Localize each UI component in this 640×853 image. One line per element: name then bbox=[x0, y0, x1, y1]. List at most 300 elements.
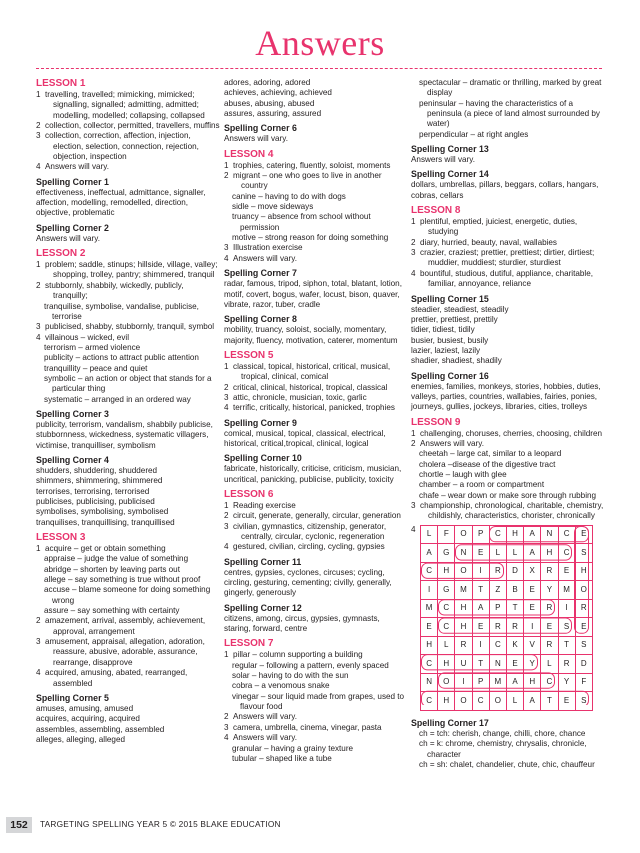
item-text: civilian, gymnastics, citizenship, generator, centrally, circular, cyclonic, regeneration bbox=[233, 521, 387, 541]
item-number: 2 bbox=[224, 511, 229, 521]
spelling-corner-heading: Spelling Corner 9 bbox=[224, 417, 297, 428]
wordsearch-cell: O bbox=[438, 673, 455, 692]
item-text: camera, umbrella, cinema, vinegar, pasta bbox=[233, 722, 382, 732]
item-number: 1 bbox=[224, 650, 229, 660]
wordsearch-cell: P bbox=[472, 673, 489, 692]
wordsearch-cell: T bbox=[558, 636, 575, 655]
item-text: Illustration exercise bbox=[233, 243, 303, 253]
answer-item bbox=[36, 668, 220, 689]
wordsearch-cell: R bbox=[455, 636, 472, 655]
wordsearch-cell: N bbox=[421, 673, 438, 692]
column-right bbox=[411, 78, 604, 770]
answer-text: assembles, assembling, assembled bbox=[36, 724, 165, 734]
item-text: Answers will vary. bbox=[45, 162, 109, 172]
wordsearch-cell: E bbox=[421, 618, 438, 637]
wordsearch-row bbox=[421, 655, 593, 674]
wordsearch-cell: R bbox=[541, 562, 558, 581]
wordsearch-cell: L bbox=[438, 636, 455, 655]
item-number: 4 bbox=[411, 524, 416, 534]
item-number: 3 bbox=[411, 501, 416, 510]
item-text: bountiful, studious, dutiful, appliance, charitable, familiar, annoyance, reliance bbox=[420, 268, 593, 289]
wordsearch-cell: I bbox=[558, 599, 575, 618]
answer-subline: perpendicular – at right angles bbox=[419, 129, 529, 139]
answer-text: steadier, steadiest, steadily bbox=[411, 304, 509, 314]
wordsearch-cell: G bbox=[438, 581, 455, 600]
answer-subline: symbolic – an action or object that stands for a particular thing bbox=[44, 373, 212, 394]
item-text: villainous – wicked, evil bbox=[45, 332, 129, 342]
answer-subline: appraise – judge the value of something bbox=[44, 554, 189, 564]
wordsearch-cell: H bbox=[438, 562, 455, 581]
answer-item bbox=[224, 362, 408, 383]
answer-text: shadier, shadiest, shadily bbox=[411, 356, 502, 366]
wordsearch-cell: Z bbox=[489, 581, 506, 600]
item-text: acquire – get or obtain something bbox=[45, 544, 166, 554]
wordsearch-cell: E bbox=[541, 618, 558, 637]
spelling-corner-heading: Spelling Corner 12 bbox=[224, 602, 302, 613]
item-number: 4 bbox=[224, 403, 229, 413]
spelling-corner-heading: Spelling Corner 14 bbox=[411, 169, 489, 180]
spelling-corner-heading: Spelling Corner 5 bbox=[36, 692, 109, 703]
item-number: 2 bbox=[411, 237, 416, 247]
item-number: 2 bbox=[224, 171, 229, 181]
answer-text: busier, busiest, busily bbox=[411, 335, 489, 345]
wordsearch-cell: S bbox=[575, 692, 592, 711]
lesson-heading: LESSON 4 bbox=[224, 148, 274, 160]
column-middle bbox=[224, 78, 408, 764]
item-number: 1 bbox=[411, 428, 416, 438]
wordsearch-cell: V bbox=[524, 636, 541, 655]
item-number: 1 bbox=[36, 90, 41, 99]
answer-subline: cholera –disease of the digestive tract bbox=[419, 459, 556, 469]
wordsearch-cell: P bbox=[489, 599, 506, 618]
answer-subline: publicity – actions to attract public attention bbox=[44, 353, 199, 363]
item-text: collection, collector, permitted, travellers, muffins bbox=[45, 121, 220, 131]
wordsearch-cell: R bbox=[506, 618, 523, 637]
answer-text: terrorises, terrorising, terrorised bbox=[36, 486, 150, 496]
wordsearch-row bbox=[421, 618, 593, 637]
item-number: 1 bbox=[224, 500, 229, 510]
lesson-heading: LESSON 7 bbox=[224, 638, 274, 650]
item-number: 1 bbox=[411, 217, 416, 227]
spelling-corner-heading: Spelling Corner 16 bbox=[411, 370, 489, 381]
item-number: 4 bbox=[224, 253, 229, 263]
item-text: amusement, appraisal, allegation, adoration, reassure, abusive, adorable, assurance, rearrange, disapprove bbox=[45, 637, 205, 667]
answer-text: tidier, tidiest, tidily bbox=[411, 325, 475, 335]
wordsearch-cell: E bbox=[575, 525, 592, 544]
lesson-heading: LESSON 9 bbox=[411, 416, 461, 428]
wordsearch-cell: R bbox=[541, 599, 558, 618]
answer-item bbox=[411, 269, 604, 290]
wordsearch-cell: H bbox=[506, 525, 523, 544]
answer-subline: ch = sh: chalet, chandelier, chute, chic, chauffeur bbox=[419, 760, 595, 770]
item-text: circuit, generate, generally, circular, generation bbox=[233, 511, 401, 521]
wordsearch-cell: M bbox=[558, 581, 575, 600]
wordsearch-cell: R bbox=[575, 599, 592, 618]
answer-item bbox=[36, 637, 220, 668]
wordsearch-cell: T bbox=[472, 655, 489, 674]
wordsearch-cell: H bbox=[524, 673, 541, 692]
wordsearch-cell: O bbox=[489, 692, 506, 711]
wordsearch-row bbox=[421, 673, 593, 692]
item-text: classical, topical, historical, critical, musical, tropical, clinical, comical bbox=[233, 361, 391, 382]
wordsearch-cell: H bbox=[455, 599, 472, 618]
answer-subline: abridge – shorten by leaving parts out bbox=[44, 564, 180, 574]
item-number: 2 bbox=[224, 712, 229, 722]
wordsearch-cell: E bbox=[558, 692, 575, 711]
answer-subline: sidle – move sideways bbox=[232, 202, 314, 212]
wordsearch-cell: H bbox=[541, 544, 558, 563]
wordsearch-cell: E bbox=[506, 655, 523, 674]
answer-text: dollars, umbrellas, pillars, beggars, collars, hangars, cobras, cellars bbox=[411, 180, 599, 200]
item-text: critical, clinical, historical, tropical, classical bbox=[233, 382, 388, 392]
answer-item bbox=[36, 322, 220, 332]
answer-subline: terrorism – armed violence bbox=[44, 342, 141, 352]
item-text: crazier, craziest; prettier, prettiest; dirtier, dirtiest; muddier, muddiest; sturdier, sturdiest bbox=[420, 248, 595, 268]
item-text: travelling, travelled; mimicking, mimicked; signalling, signalled; admitting, admitted; modelling, modelled; collapsing, collapsed bbox=[45, 90, 205, 120]
lesson-heading: LESSON 1 bbox=[36, 78, 86, 89]
wordsearch-cell: L bbox=[421, 525, 438, 544]
item-text: pillar – column supporting a building bbox=[233, 650, 363, 660]
answer-text: alleges, alleging, alleged bbox=[36, 734, 125, 744]
answer-item bbox=[36, 260, 220, 281]
answer-subline: cobra – a venomous snake bbox=[232, 681, 330, 691]
wordsearch-cell: F bbox=[575, 673, 592, 692]
answer-subline: solar – having to do with the sun bbox=[232, 671, 349, 681]
answer-text: Answers will vary. bbox=[224, 134, 288, 144]
item-number: 3 bbox=[36, 637, 41, 647]
wordsearch-cell: H bbox=[455, 618, 472, 637]
answer-item bbox=[224, 712, 408, 722]
answer-item bbox=[224, 403, 408, 413]
wordsearch-cell: M bbox=[421, 599, 438, 618]
spelling-corner-heading: Spelling Corner 4 bbox=[36, 454, 109, 465]
item-number: 4 bbox=[36, 668, 41, 678]
answer-item bbox=[224, 393, 408, 403]
wordsearch-cell: O bbox=[455, 525, 472, 544]
answer-item bbox=[36, 333, 220, 343]
answer-item bbox=[36, 121, 220, 131]
item-number: 2 bbox=[36, 616, 41, 626]
item-number: 2 bbox=[36, 121, 41, 131]
answer-subline: tubular – shaped like a tube bbox=[232, 753, 332, 763]
answer-item bbox=[224, 650, 408, 660]
wordsearch-cell: H bbox=[438, 692, 455, 711]
wordsearch-cell: U bbox=[455, 655, 472, 674]
wordsearch-row bbox=[421, 581, 593, 600]
wordsearch-row bbox=[421, 544, 593, 563]
answer-item bbox=[224, 522, 408, 543]
wordsearch-cell: C bbox=[558, 525, 575, 544]
item-text: terrific, critically, historical, panicked, trophies bbox=[233, 403, 395, 413]
wordsearch-cell: M bbox=[455, 581, 472, 600]
spelling-corner-heading: Spelling Corner 15 bbox=[411, 293, 489, 304]
wordsearch-cell: S bbox=[575, 636, 592, 655]
wordsearch-cell: C bbox=[489, 525, 506, 544]
answer-subline: vinegar – sour liquid made from grapes, used to flavour food bbox=[232, 691, 405, 712]
item-number: 3 bbox=[36, 322, 41, 332]
wordsearch-cell: P bbox=[472, 525, 489, 544]
answer-item bbox=[411, 429, 604, 439]
wordsearch-cell: N bbox=[455, 544, 472, 563]
answer-item bbox=[224, 733, 408, 743]
item-text: collection, correction, affection, injection, election, selection, connection, rejection, objection, inspection bbox=[45, 131, 199, 162]
answer-text: symbolises, symbolising, symbolised bbox=[36, 507, 169, 517]
lesson-heading: LESSON 3 bbox=[36, 532, 86, 544]
answer-subline: granular – having a grainy texture bbox=[232, 743, 354, 753]
wordsearch-cell: X bbox=[524, 562, 541, 581]
answer-item bbox=[36, 131, 220, 162]
answer-item bbox=[411, 238, 604, 248]
wordsearch-puzzle bbox=[420, 525, 593, 711]
item-number: 3 bbox=[224, 722, 229, 732]
item-text: publicised, shabby, stubbornly, tranquil, symbol bbox=[45, 322, 215, 332]
item-text: Answers will vary. bbox=[233, 253, 297, 263]
spelling-corner-heading: Spelling Corner 13 bbox=[411, 144, 489, 155]
wordsearch-cell: C bbox=[438, 618, 455, 637]
wordsearch-cell: S bbox=[558, 618, 575, 637]
item-number: 1 bbox=[36, 544, 41, 554]
answer-subline: chamber – a room or compartment bbox=[419, 480, 545, 490]
answer-item bbox=[411, 501, 604, 522]
wordsearch-cell: I bbox=[472, 636, 489, 655]
wordsearch-cell: R bbox=[489, 618, 506, 637]
answer-subline: allege – say something is true without proof bbox=[44, 575, 201, 585]
item-number: 2 bbox=[36, 280, 41, 290]
answer-text: Answers will vary. bbox=[36, 233, 100, 243]
answer-item bbox=[224, 383, 408, 393]
answer-subline: peninsular – having the characteristics of a peninsula (a piece of land almost surrounded by water) bbox=[419, 98, 600, 129]
wordsearch-cell: C bbox=[421, 562, 438, 581]
answer-item bbox=[411, 439, 604, 449]
wordsearch-cell: L bbox=[506, 544, 523, 563]
item-text: stubbornly, shabbily, wickedly, publicly, tranquilly; bbox=[45, 280, 184, 301]
item-number: 1 bbox=[224, 361, 229, 371]
answer-item bbox=[224, 254, 408, 264]
answer-text: enemies, families, monkeys, stories, hobbies, duties, valleys, parties, countries, wallabies, fairies, ponies, journeys, gullies, jockeys, libraries, cities, trolleys bbox=[411, 381, 601, 412]
answer-item bbox=[224, 542, 408, 552]
wordsearch-cell: N bbox=[489, 655, 506, 674]
item-number: 1 bbox=[224, 160, 229, 170]
wordsearch-cell: I bbox=[455, 673, 472, 692]
wordsearch-cell: C bbox=[489, 636, 506, 655]
page-title: Answers bbox=[255, 23, 385, 63]
wordsearch-cell: A bbox=[472, 599, 489, 618]
lesson-heading: LESSON 5 bbox=[224, 349, 274, 361]
wordsearch-cell: L bbox=[489, 544, 506, 563]
wordsearch-row bbox=[421, 599, 593, 618]
wordsearch-cell: B bbox=[506, 581, 523, 600]
wordsearch-cell: G bbox=[438, 544, 455, 563]
answer-text: amuses, amusing, amused bbox=[36, 703, 134, 713]
answer-text: prettier, prettiest, prettily bbox=[411, 314, 498, 324]
answer-item bbox=[224, 501, 408, 511]
wordsearch-cell: O bbox=[455, 562, 472, 581]
answer-item bbox=[224, 161, 408, 171]
answer-text: shudders, shuddering, shuddered bbox=[36, 465, 158, 475]
spelling-corner-heading: Spelling Corner 3 bbox=[36, 408, 109, 419]
item-text: Answers will vary. bbox=[420, 438, 484, 448]
item-text: diary, hurried, beauty, naval, wallabies bbox=[420, 237, 557, 247]
item-number: 3 bbox=[411, 248, 416, 258]
answer-item bbox=[224, 243, 408, 253]
answer-item bbox=[36, 616, 220, 637]
wordsearch-cell: H bbox=[421, 636, 438, 655]
answer-subline: ch = k: chrome, chemistry, chrysalis, chronicle, character bbox=[419, 739, 587, 759]
item-text: challenging, choruses, cherries, choosing, children bbox=[420, 428, 603, 438]
wordsearch-cell: Y bbox=[541, 581, 558, 600]
wordsearch-cell: E bbox=[472, 544, 489, 563]
spelling-corner-heading: Spelling Corner 2 bbox=[36, 222, 109, 233]
answer-text: publicity, terrorism, vandalism, shabbily publicise, stubbornness, wickedness, systematic villagers, victimise, tranquilliser, symbolism bbox=[36, 419, 213, 450]
wordsearch-cell: A bbox=[524, 544, 541, 563]
wordsearch-cell: I bbox=[421, 581, 438, 600]
wordsearch-cell: N bbox=[541, 525, 558, 544]
wordsearch-cell: S bbox=[575, 544, 592, 563]
wordsearch-cell: M bbox=[489, 673, 506, 692]
item-text: plentiful, emptied, juiciest, energetic, duties, studying bbox=[420, 217, 578, 237]
answer-item bbox=[36, 90, 220, 121]
wordsearch-cell: K bbox=[506, 636, 523, 655]
wordsearch-cell: C bbox=[421, 692, 438, 711]
wordsearch-cell: D bbox=[575, 655, 592, 674]
item-number: 4 bbox=[224, 542, 229, 552]
wordsearch-cell: O bbox=[575, 581, 592, 600]
answer-item bbox=[411, 217, 604, 238]
lesson-heading: LESSON 8 bbox=[411, 205, 461, 217]
item-number: 4 bbox=[36, 162, 41, 172]
wordsearch-cell: L bbox=[506, 692, 523, 711]
item-text: problem; saddle, stinups; hillside, village, valley; shopping, trolley, pantry; shimmered, tranquil bbox=[45, 260, 218, 280]
spelling-corner-heading: Spelling Corner 6 bbox=[224, 123, 297, 134]
answer-text: Answers will vary. bbox=[411, 155, 475, 165]
answer-subline: ch = tch: cherish, change, chilli, chore, chance bbox=[419, 729, 586, 739]
item-number: 3 bbox=[36, 131, 41, 141]
wordsearch-cell: T bbox=[541, 692, 558, 711]
item-number: 2 bbox=[411, 438, 416, 448]
answer-subline: truancy – absence from school without permission bbox=[232, 212, 371, 232]
lesson-heading: LESSON 2 bbox=[36, 248, 86, 260]
item-text: trophies, catering, fluently, soloist, moments bbox=[233, 160, 391, 170]
answer-text: abuses, abusing, abused bbox=[224, 98, 315, 108]
wordsearch-cell: D bbox=[506, 562, 523, 581]
answer-text: centres, gypsies, cyclones, circuses; cycling, circling, gesturing, cementing; civilly, generally, gingerly, generously bbox=[224, 567, 392, 598]
answer-text: publicises, publicising, publicised bbox=[36, 497, 155, 506]
answer-item bbox=[36, 544, 220, 554]
answer-subline: chafe – wear down or make sore through rubbing bbox=[419, 490, 597, 500]
answer-item bbox=[36, 281, 220, 302]
answer-subline: tranquilise, symbolise, vandalise, publicise, terrorise bbox=[44, 301, 199, 321]
answer-text: mobility, truancy, soloist, socially, momentary, majority, fluency, motivation, caterer, momentum bbox=[224, 325, 398, 345]
wordsearch-cell: R bbox=[541, 636, 558, 655]
page-footer bbox=[0, 815, 640, 837]
wordsearch-cell: T bbox=[472, 581, 489, 600]
item-number: 1 bbox=[36, 260, 41, 270]
answer-text: effectiveness, ineffectual, admittance, signaller, affection, modelling, remodelled, direction, objective, problematic bbox=[36, 187, 206, 218]
wordsearch-row bbox=[421, 692, 593, 711]
item-text: championship, chronological, charitable, chemistry, childishly, characteristics, chorister, chronically bbox=[420, 501, 604, 521]
footer-credit: TARGETING SPELLING YEAR 5 © 2015 BLAKE EDUCATION bbox=[40, 819, 281, 829]
answer-text: adores, adoring, adored bbox=[224, 78, 311, 87]
wordsearch-cell: E bbox=[558, 562, 575, 581]
answer-text: citizens, among, circus, gypsies, gymnasts, staring, forward, centre bbox=[224, 613, 380, 634]
wordsearch-cell: C bbox=[421, 655, 438, 674]
answer-subline: chortle – laugh with glee bbox=[419, 469, 507, 479]
wordsearch-cell: Y bbox=[558, 673, 575, 692]
wordsearch-cell: H bbox=[575, 562, 592, 581]
spelling-corner-heading: Spelling Corner 1 bbox=[36, 176, 109, 187]
wordsearch-block bbox=[411, 525, 604, 714]
answer-item bbox=[224, 511, 408, 521]
wordsearch-cell: A bbox=[506, 673, 523, 692]
wordsearch-cell: A bbox=[524, 692, 541, 711]
answer-subline: regular – following a pattern, evenly spaced bbox=[232, 660, 389, 670]
item-number: 3 bbox=[224, 243, 229, 253]
spelling-corner-heading: Spelling Corner 8 bbox=[224, 314, 297, 325]
column-right-top bbox=[411, 78, 604, 522]
item-text: Answers will vary. bbox=[233, 712, 297, 722]
wordsearch-cell: L bbox=[541, 655, 558, 674]
item-text: gestured, civilian, circling, cycling, gypsies bbox=[233, 542, 385, 552]
answer-subline: systematic – arranged in an ordered way bbox=[44, 394, 191, 404]
spelling-corner-heading: Spelling Corner 10 bbox=[224, 453, 302, 464]
wordsearch-row bbox=[421, 636, 593, 655]
wordsearch-cell: C bbox=[541, 673, 558, 692]
wordsearch-cell: E bbox=[524, 581, 541, 600]
item-text: acquired, amusing, abated, rearranged, assembled bbox=[45, 668, 188, 688]
item-number: 4 bbox=[224, 733, 229, 743]
title-divider bbox=[36, 68, 602, 69]
wordsearch-cell: I bbox=[472, 562, 489, 581]
wordsearch-cell: R bbox=[489, 562, 506, 581]
answer-subline: spectacular – dramatic or thrilling, marked by great display bbox=[419, 78, 602, 98]
wordsearch-cell: A bbox=[524, 525, 541, 544]
column-left bbox=[36, 78, 220, 745]
wordsearch-cell: F bbox=[438, 525, 455, 544]
answer-text: assures, assuring, assured bbox=[224, 109, 322, 119]
wordsearch-row bbox=[421, 525, 593, 544]
answer-text: lazier, laziest, lazily bbox=[411, 345, 481, 355]
item-text: migrant – one who goes to live in another country bbox=[233, 171, 382, 191]
wordsearch-cell: A bbox=[421, 544, 438, 563]
page-number: 152 bbox=[6, 817, 32, 833]
wordsearch-cell: R bbox=[558, 655, 575, 674]
answer-text: comical, musical, topical, classical, electrical, historical, critical,tropical, clinical, logical bbox=[224, 428, 386, 448]
answer-subline: assure – say something with certainty bbox=[44, 606, 180, 616]
wordsearch-cell: Y bbox=[524, 655, 541, 674]
wordsearch-cell: E bbox=[472, 618, 489, 637]
answer-item bbox=[224, 723, 408, 733]
wordsearch-cell: H bbox=[438, 655, 455, 674]
answer-item bbox=[411, 248, 604, 269]
spelling-corner-heading: Spelling Corner 17 bbox=[411, 718, 489, 729]
wordsearch-cell: I bbox=[524, 618, 541, 637]
item-text: attic, chronicle, musician, toxic, garlic bbox=[233, 392, 367, 402]
item-number: 4 bbox=[36, 332, 41, 342]
item-number: 2 bbox=[224, 382, 229, 392]
lesson-heading: LESSON 6 bbox=[224, 488, 274, 500]
item-text: Answers will vary. bbox=[233, 733, 297, 743]
item-number: 3 bbox=[224, 521, 229, 531]
answer-item bbox=[36, 162, 220, 172]
wordsearch-cell: C bbox=[438, 599, 455, 618]
answer-text: tranquilises, tranquillising, tranquillised bbox=[36, 517, 175, 527]
answer-subline: accuse – blame someone for doing something wrong bbox=[44, 585, 211, 605]
answer-text: radar, famous, tripod, siphon, total, blatant, lotion, motif, covert, bogus, wafer, locust, bison, quaver, vibrate, razor, tuber, cradle bbox=[224, 279, 402, 309]
wordsearch-row bbox=[421, 562, 593, 581]
answer-text: acquires, acquiring, acquired bbox=[36, 714, 140, 724]
answer-text: achieves, achieving, achieved bbox=[224, 88, 332, 98]
answer-text: fabricate, historically, criticise, criticism, musician, uncritical, panicking, publicise, publicity, toxicity bbox=[224, 464, 402, 484]
